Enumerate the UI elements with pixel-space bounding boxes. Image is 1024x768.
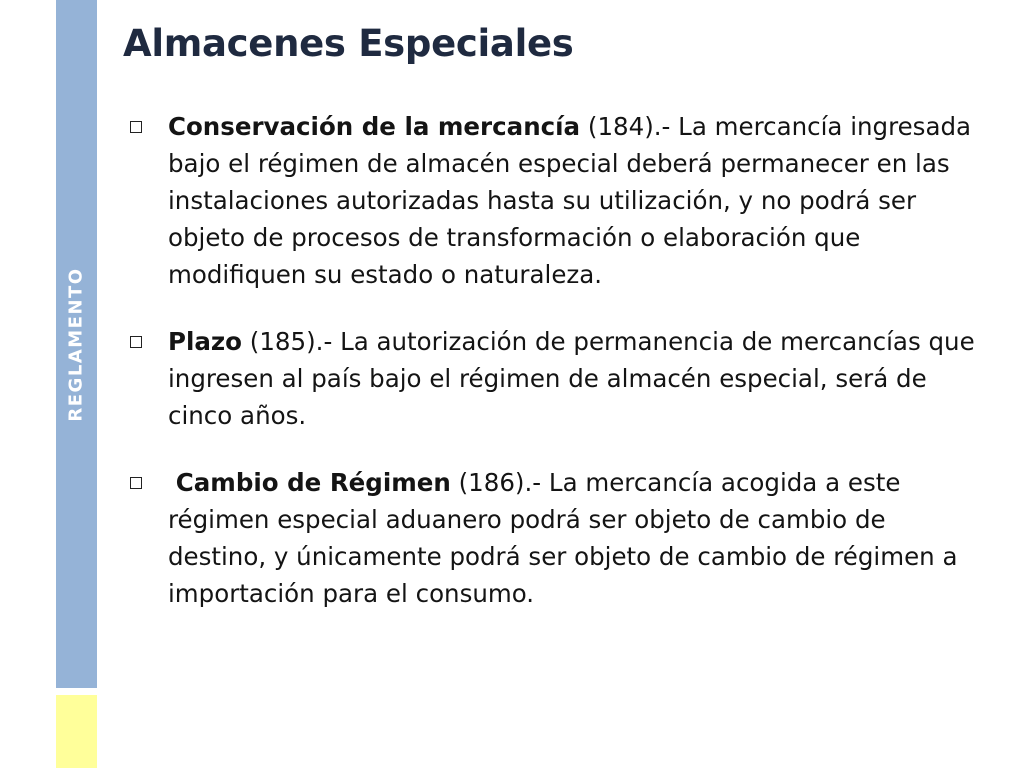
side-label-text: REGLAMENTO bbox=[66, 266, 87, 422]
bullet-heading: Plazo bbox=[168, 327, 242, 356]
bullet-reference: (186).- bbox=[450, 468, 542, 497]
slide-title: Almacenes Especiales bbox=[123, 22, 574, 65]
square-bullet-icon bbox=[130, 477, 142, 489]
bullet-text: La mercancía acogida a este régimen especial aduanero podrá ser objeto de cambio de destino, y únicamente podrá ser objeto de cambio de régimen a importación para el consumo. bbox=[168, 468, 958, 608]
bullet-heading: Conservación de la mercancía bbox=[168, 112, 581, 141]
bullet-item bbox=[130, 464, 990, 612]
bullet-reference: (184).- bbox=[580, 112, 671, 141]
square-bullet-icon bbox=[130, 121, 142, 133]
side-label bbox=[56, 244, 97, 444]
bullet-item bbox=[130, 323, 990, 434]
bullet-item bbox=[130, 108, 990, 293]
bullet-reference: (185).- bbox=[241, 327, 333, 356]
bullet-heading: Cambio de Régimen bbox=[175, 468, 451, 497]
side-accent-bar-bottom bbox=[56, 695, 97, 768]
bullet-text: La mercancía ingresada bajo el régimen de almacén especial deberá permanecer en las instalaciones autorizadas hasta su utilización, y no podrá ser objeto de procesos de transformación o elaboración que modifiquen su estado o naturaleza. bbox=[168, 112, 972, 289]
bullet-list bbox=[130, 108, 990, 612]
bullet-text: La autorización de permanencia de mercancías que ingresen al país bajo el régimen de almacén especial, será de cinco años. bbox=[168, 327, 975, 430]
square-bullet-icon bbox=[130, 336, 142, 348]
